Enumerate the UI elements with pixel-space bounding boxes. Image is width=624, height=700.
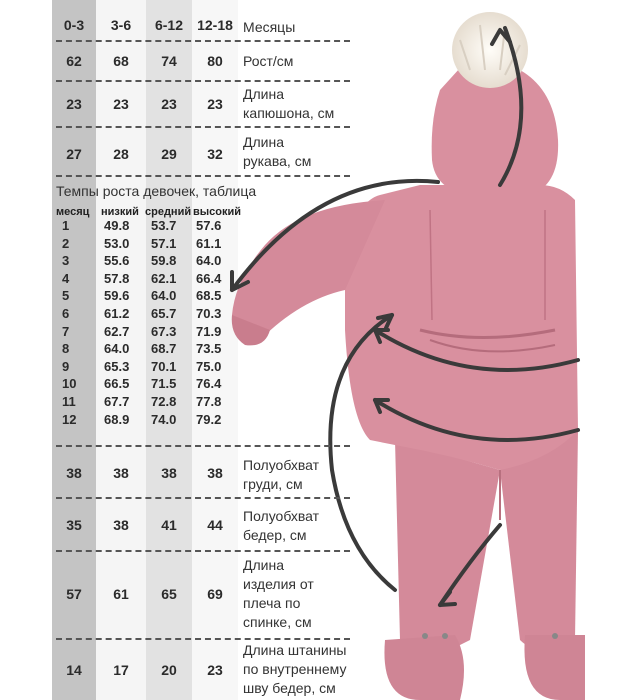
separator	[56, 497, 350, 499]
growth-value: 67.3	[151, 323, 177, 339]
cell: 23	[66, 96, 82, 112]
row-label: Длина капюшона, см	[243, 86, 335, 121]
growth-value: 59.6	[104, 288, 130, 304]
growth-value: 73.5	[196, 341, 222, 357]
growth-header: месяц	[56, 206, 90, 218]
growth-month: 3	[62, 253, 70, 269]
cell: 44	[207, 517, 223, 533]
separator	[56, 638, 350, 640]
cell: 23	[113, 96, 129, 112]
growth-value: 61.2	[104, 306, 130, 321]
growth-value: 62.1	[151, 270, 177, 286]
cell: 38	[113, 517, 129, 533]
separator	[56, 126, 350, 128]
growth-value: 75.0	[196, 358, 222, 374]
cell: 17	[113, 662, 129, 678]
cell: 74	[161, 53, 177, 69]
separator	[56, 175, 350, 177]
cell: 14	[66, 662, 82, 678]
cell: 57	[66, 586, 82, 602]
growth-month: 6	[62, 306, 70, 321]
growth-value: 64.0	[196, 253, 222, 269]
growth-value: 72.8	[151, 394, 177, 409]
growth-month: 7	[62, 323, 70, 339]
growth-value: 55.6	[104, 253, 130, 269]
row-label: Длина рукава, см	[243, 134, 312, 169]
row-label: Рост/см	[243, 53, 294, 69]
growth-month: 2	[62, 235, 70, 251]
growth-value: 76.4	[196, 376, 222, 392]
growth-value: 53.7	[151, 218, 177, 233]
growth-header: низкий	[101, 206, 139, 218]
cell: 38	[113, 465, 129, 481]
growth-month: 5	[62, 288, 70, 304]
cell: 38	[66, 465, 82, 481]
growth-value: 64.0	[151, 288, 177, 304]
cell: 23	[161, 96, 177, 112]
growth-value: 68.9	[104, 411, 130, 427]
growth-month: 8	[62, 341, 70, 357]
growth-value: 57.8	[104, 270, 130, 286]
header-label: Месяцы	[243, 19, 296, 35]
growth-header: высокий	[193, 206, 242, 218]
growth-value: 70.1	[151, 358, 177, 374]
growth-month: 1	[62, 218, 70, 233]
cell: 69	[207, 586, 223, 602]
cell: 23	[207, 662, 223, 678]
growth-month: 4	[62, 270, 70, 286]
row-label: Длина штанины по внутреннему шву бедер, см	[243, 642, 347, 696]
row-label: Полуобхват груди, см	[243, 457, 320, 492]
separator	[56, 80, 350, 82]
col-header: 3-6	[110, 17, 132, 33]
growth-value: 77.8	[196, 394, 222, 409]
separator	[56, 40, 350, 42]
cell: 35	[66, 517, 82, 533]
cell: 68	[113, 53, 129, 69]
cell: 29	[161, 146, 177, 162]
growth-value: 67.7	[104, 394, 130, 409]
cell: 38	[161, 465, 177, 481]
cell: 20	[161, 662, 177, 678]
growth-value: 74.0	[151, 411, 177, 427]
growth-value: 62.7	[104, 323, 130, 339]
row-label: Полуобхват бедер, см	[243, 508, 320, 543]
cell: 32	[207, 146, 223, 162]
growth-value: 64.0	[104, 341, 130, 357]
growth-value: 66.5	[104, 376, 130, 392]
cell: 41	[161, 517, 177, 533]
separator	[56, 445, 350, 447]
growth-value: 79.2	[196, 411, 222, 427]
growth-value: 57.6	[196, 218, 222, 233]
growth-month: 9	[62, 358, 70, 374]
cell: 62	[66, 53, 82, 69]
cell: 65	[161, 586, 177, 602]
growth-month: 11	[62, 394, 76, 409]
growth-value: 71.5	[151, 376, 177, 392]
col-header: 0-3	[63, 17, 85, 33]
cell: 38	[207, 465, 223, 481]
growth-value: 61.1	[196, 235, 222, 251]
growth-value: 59.8	[151, 253, 177, 269]
col-header: 12-18	[197, 17, 233, 33]
cell: 80	[207, 53, 223, 69]
growth-value: 57.1	[151, 235, 177, 251]
growth-value: 53.0	[104, 235, 130, 251]
growth-header: средний	[145, 206, 192, 218]
growth-month: 12	[62, 411, 77, 427]
growth-value: 71.9	[196, 323, 222, 339]
growth-value: 66.4	[196, 270, 222, 286]
growth-value: 65.3	[104, 358, 130, 374]
col-header: 6-12	[154, 17, 184, 33]
growth-value: 68.5	[196, 288, 222, 304]
growth-month: 10	[62, 376, 77, 392]
growth-value: 65.7	[151, 306, 177, 321]
cell: 61	[113, 586, 129, 602]
cell: 27	[66, 146, 82, 162]
growth-value: 70.3	[196, 306, 222, 321]
growth-value: 49.8	[104, 218, 130, 233]
cell: 23	[207, 96, 223, 112]
cell: 28	[113, 146, 129, 162]
separator	[56, 550, 350, 552]
growth-value: 68.7	[151, 341, 177, 357]
growth-table-title: Темпы роста девочек, таблица	[56, 183, 257, 199]
row-label: Длина изделия от плеча по спинке, см	[243, 557, 314, 630]
